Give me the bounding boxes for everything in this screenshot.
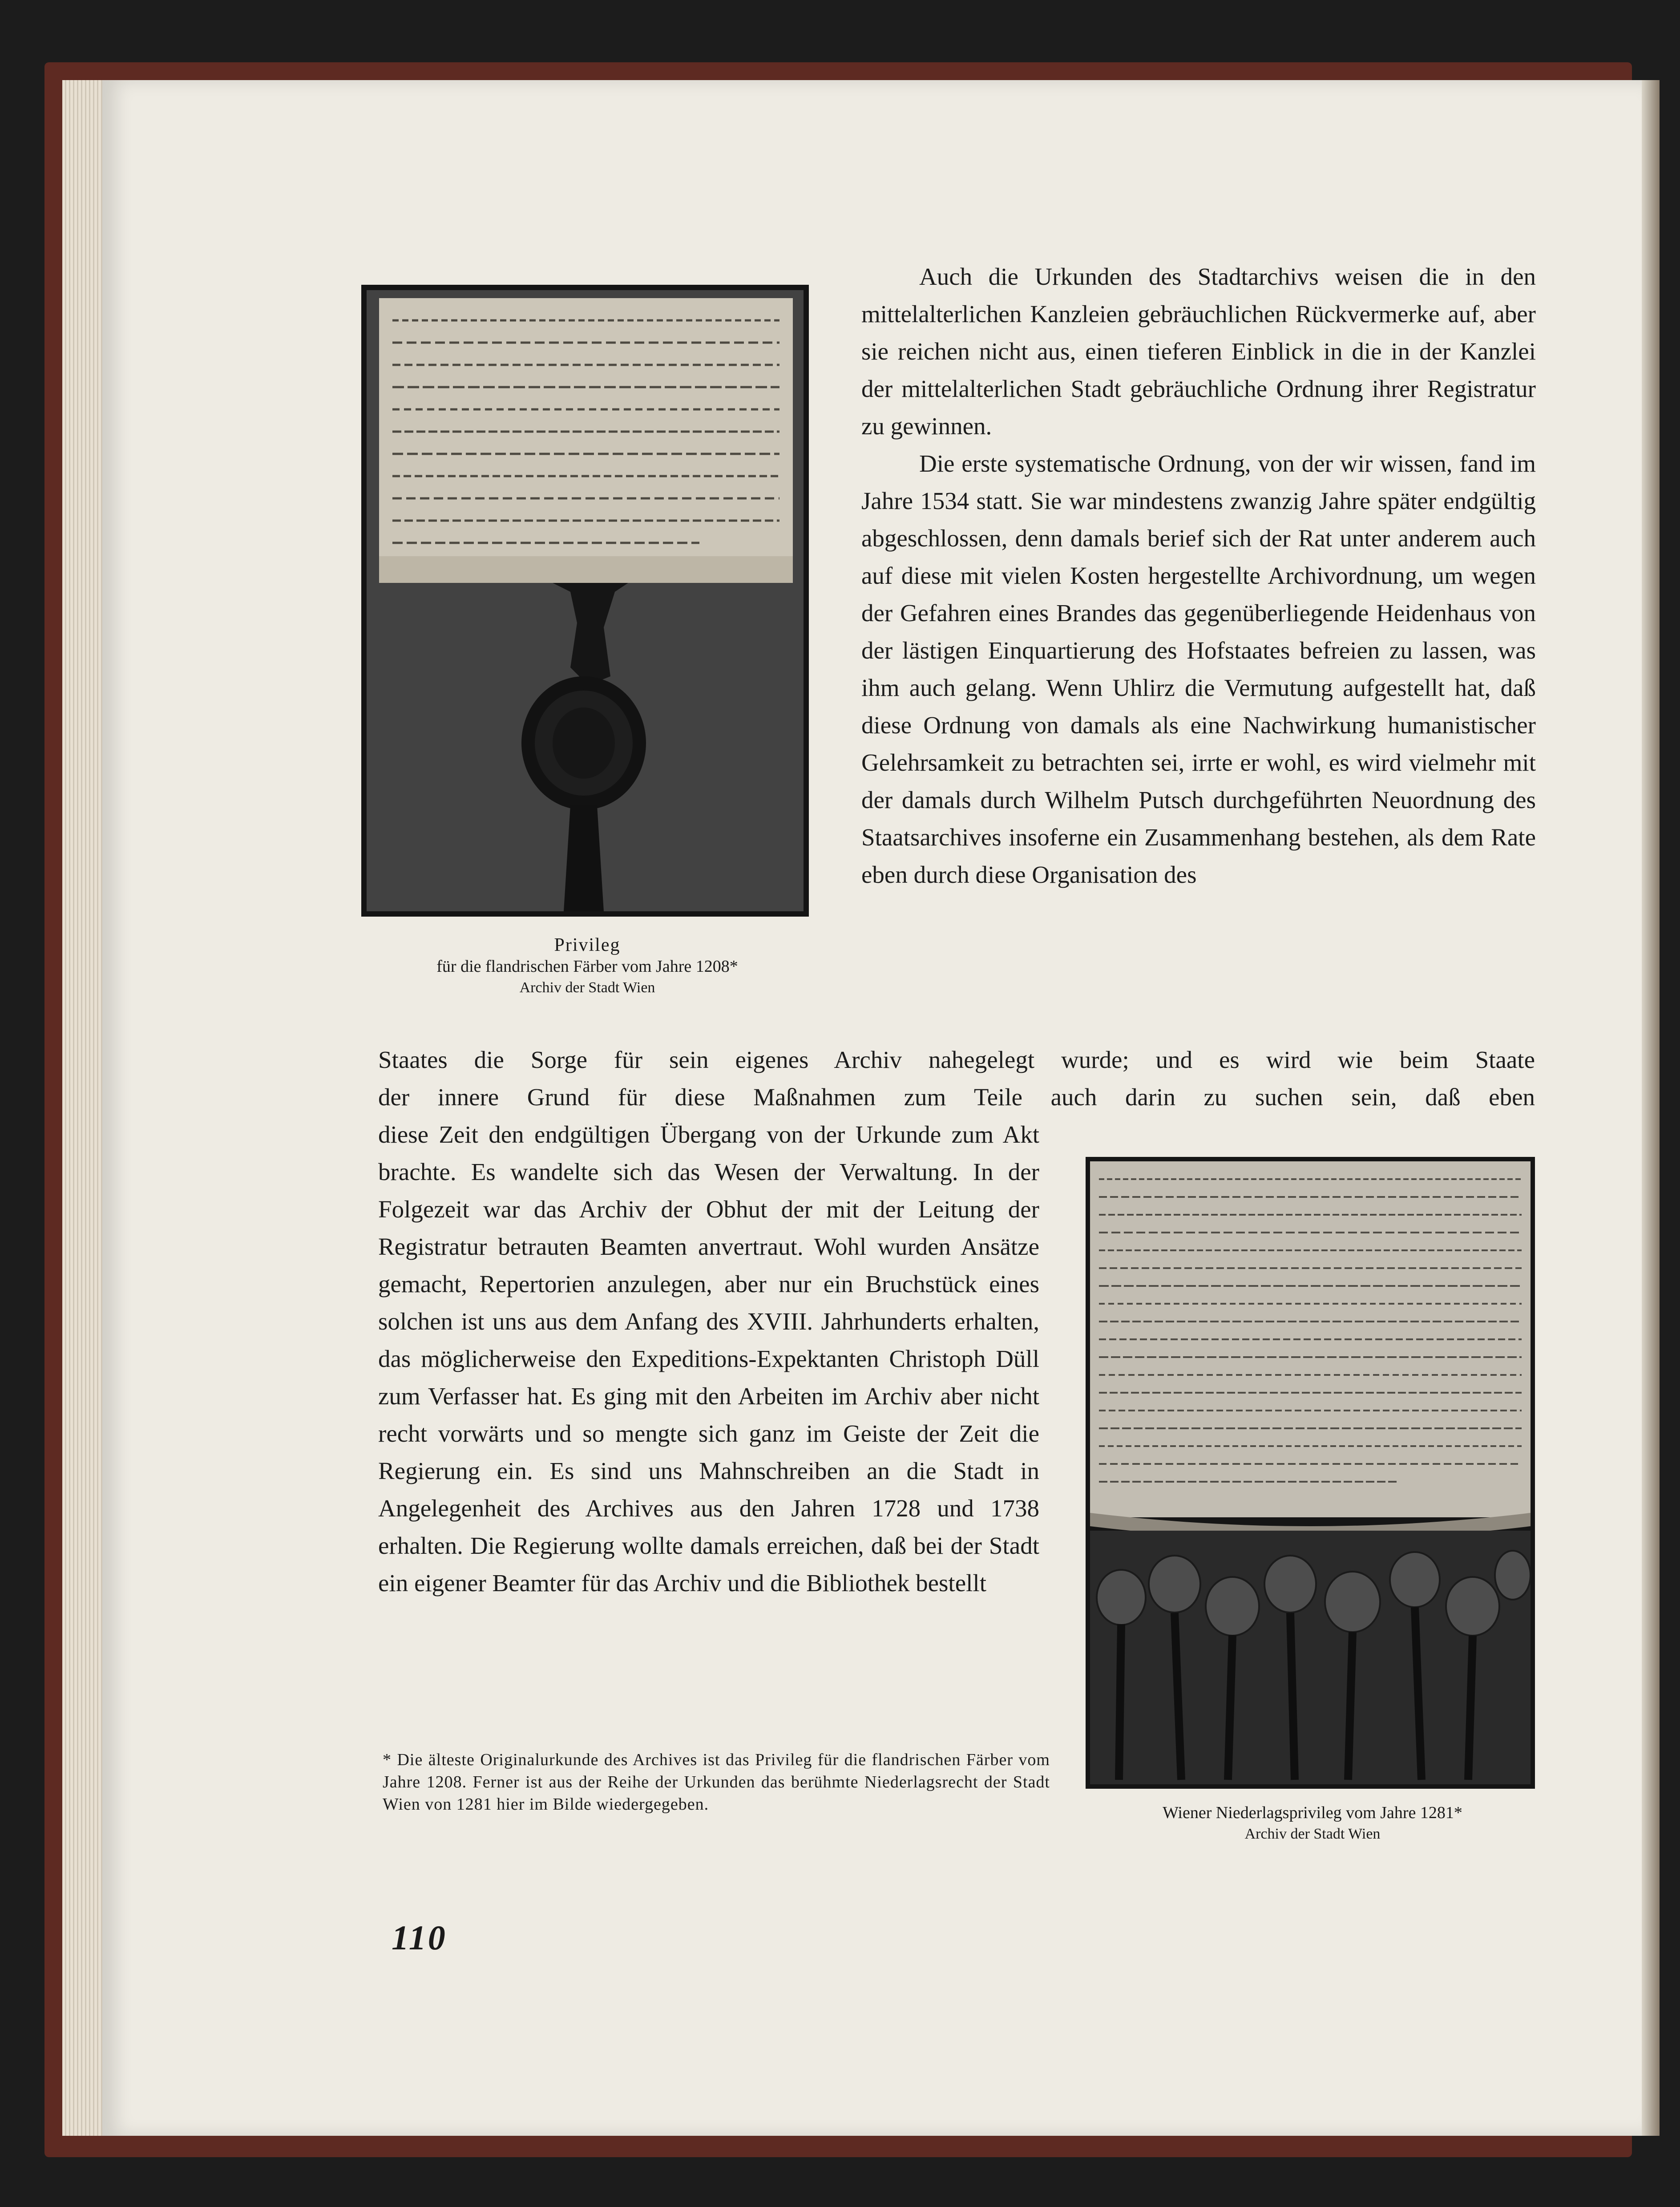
charter-seal-photo (361, 285, 809, 917)
full-width-line-1: Staates die Sorge für sein eigenes Archiv nahegelegt wurde; und es wird wie beim Staate (378, 1046, 1535, 1073)
page-right-edge (1642, 80, 1660, 2136)
charter-many-seals-photo (1086, 1157, 1535, 1789)
figure-privileg-1208 (361, 285, 809, 917)
figure-left-caption (338, 934, 836, 998)
page-number: 110 (392, 1918, 447, 1957)
right-column-text (861, 258, 1536, 893)
paragraph-1: Auch die Urkunden des Stadtarchivs weisen die in den mittelalterlichen Kanzleien gebräuchlichen Rückvermerke auf, aber sie reichen nicht aus, einen tieferen Einblick in die in der Kanzlei der mittelalterlichen Stadt gebräuchliche Ordnung ihrer Registratur zu gewinnen. (861, 263, 1536, 440)
figure-right-caption (1068, 1802, 1557, 1845)
figure-left-caption-source: Archiv der Stadt Wien (519, 979, 655, 996)
footnote: * Die älteste Originalurkunde des Archives ist das Privileg für die flandrischen Färber vom Jahre 1208. Ferner ist aus der Reihe der Urkunden das berühmte Niederlagsrecht der Stadt Wien von 1281 hier im Bilde wiedergegeben. (383, 1750, 1050, 1814)
figure-left-caption-title: Privileg (554, 935, 621, 955)
figure-right-caption-source: Archiv der Stadt Wien (1244, 1826, 1381, 1842)
figure-left-caption-line: für die flandrischen Färber vom Jahre 1208* (436, 957, 738, 976)
left-column-text: diese Zeit den endgültigen Übergang von der Urkunde zum Akt brachte. Es wandelte sich das Wesen der Verwaltung. In der Folgezeit war das Archiv der Obhut der mit der Leitung der Registratur betrauten Beamten anvertraut. Wohl wurden Ansätze gemacht, Repertorien anzulegen, aber nur ein Bruchstück eines solchen ist uns aus dem Anfang des XVIII. Jahrhunderts erhalten, das möglicherweise den Expeditions-Expektanten Christoph Düll zum Verfasser hat. Es ging mit den Arbeiten im Archiv aber nicht recht vorwärts und so mengte sich ganz im Geiste der Zeit die Regierung ein. Es sind uns Mahnschreiben an die Stadt in Angelegenheit des Archives aus den Jahren 1728 und 1738 erhalten. Die Regierung wollte damals erreichen, daß bei der Stadt ein eigener Beamter für das Archiv und die Bibliothek bestellt (378, 1121, 1039, 1597)
figure-right-caption-line: Wiener Niederlagsprivileg vom Jahre 1281* (1163, 1803, 1462, 1822)
paragraph-2: Die erste systematische Ordnung, von der wir wissen, fand im Jahre 1534 statt. Sie war mindestens zwanzig Jahre später endgültig abgeschlossen, denn damals berief sich der Rat unter anderem auch auf diese mit vielen Kosten hergestellte Archivordnung, um wegen der Gefahren eines Brandes das gegenüberliegende Heidenhaus von der lästigen Einquartierung des Hofstaates befreien zu lassen, was ihm auch gelang. Wenn Uhlirz die Vermutung aufgestellt hat, daß diese Ordnung von damals als eine Nachwirkung humanistischer Gelehrsamkeit zu betrachten sei, irrte er wohl, es wird vielmehr mit der damals durch Wilhelm Putsch durchgeführten Neuordnung des Staatsarchives insoferne ein Zusammenhang bestehen, als dem Rate eben durch diese Organisation des (861, 450, 1536, 888)
full-width-line-2: der innere Grund für diese Maßnahmen zum Teile auch darin zu suchen sein, daß eben (378, 1083, 1535, 1111)
figure-niederlagsprivileg-1281 (1086, 1157, 1535, 1789)
